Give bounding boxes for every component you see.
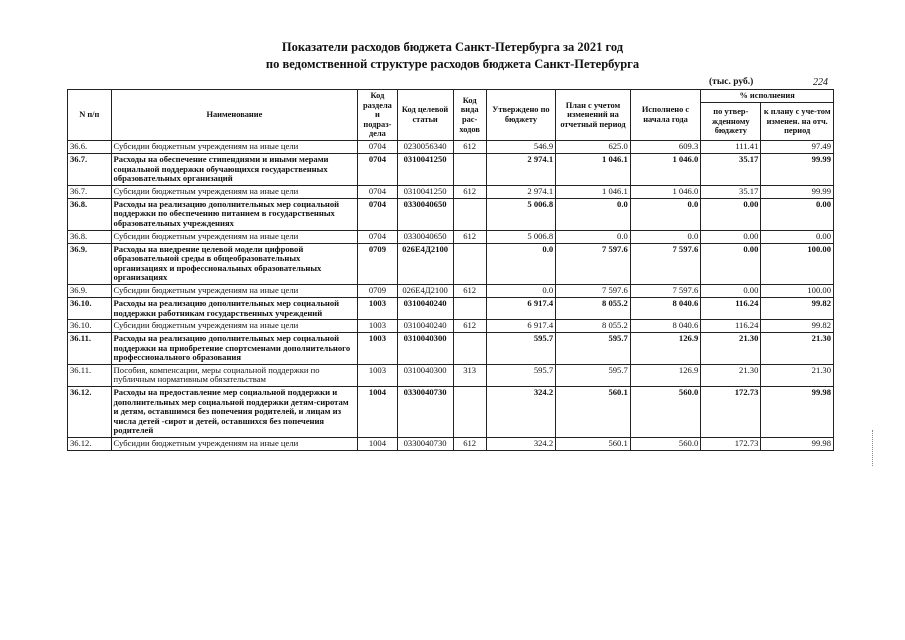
cell-name: Субсидии бюджетным учреждениям на иные цели (111, 320, 358, 333)
cell-executed: 8 040.6 (630, 297, 700, 319)
col-header-approved: Утверждено по бюджету (486, 90, 555, 141)
cell-pct-plan: 99.99 (761, 185, 834, 198)
cell-num: 36.8. (68, 198, 112, 230)
cell-name: Субсидии бюджетным учреждениям на иные цели (111, 140, 358, 153)
cell-target: 0310040300 (397, 333, 453, 365)
cell-approved: 2 974.1 (486, 185, 555, 198)
cell-pct-approved: 21.30 (701, 333, 761, 365)
cell-num: 36.10. (68, 297, 112, 319)
cell-pct-plan: 99.98 (761, 438, 834, 451)
cell-exp-type (453, 243, 486, 284)
cell-section: 0709 (358, 284, 397, 297)
cell-pct-approved: 0.00 (701, 284, 761, 297)
cell-executed: 1 046.0 (630, 185, 700, 198)
cell-pct-plan: 21.30 (761, 333, 834, 365)
col-header-exp-type: Код вида рас-ходов (453, 90, 486, 141)
cell-plan: 595.7 (556, 364, 631, 386)
table-row (68, 297, 834, 319)
cell-target: 0310040300 (397, 364, 453, 386)
cell-plan: 0.0 (556, 198, 631, 230)
table-row (68, 230, 834, 243)
cell-section: 0704 (358, 185, 397, 198)
cell-target: 026Е4Д2100 (397, 284, 453, 297)
cell-approved: 5 006.8 (486, 198, 555, 230)
cell-approved: 6 917.4 (486, 297, 555, 319)
table-body (68, 140, 834, 450)
table-row (68, 364, 834, 386)
cell-target: 0310040240 (397, 297, 453, 319)
cell-name: Субсидии бюджетным учреждениям на иные цели (111, 185, 358, 198)
cell-section: 1003 (358, 364, 397, 386)
cell-num: 36.11. (68, 333, 112, 365)
cell-num: 36.12. (68, 387, 112, 438)
cell-approved: 595.7 (486, 333, 555, 365)
cell-num: 36.8. (68, 230, 112, 243)
table-row (68, 140, 834, 153)
expenditure-table (67, 89, 834, 451)
cell-target: 0230056340 (397, 140, 453, 153)
cell-pct-plan: 0.00 (761, 230, 834, 243)
cell-target: 0310040240 (397, 320, 453, 333)
cell-target: 0310041250 (397, 185, 453, 198)
cell-name: Расходы на обеспечение стипендиями и иными мерами социальной поддержки обучающихся государственных образовательных организаций (111, 153, 358, 185)
cell-name: Расходы на реализацию дополнительных мер социальной поддержки на приобретение спортсменами дополнительного профессионального образования (111, 333, 358, 365)
cell-num: 36.9. (68, 243, 112, 284)
cell-approved: 324.2 (486, 387, 555, 438)
cell-plan: 560.1 (556, 438, 631, 451)
cell-name: Расходы на внедрение целевой модели цифровой образовательной среды в общеобразовательных организациях и профессиональных образовательных организациях (111, 243, 358, 284)
cell-pct-plan: 99.82 (761, 320, 834, 333)
cell-num: 36.10. (68, 320, 112, 333)
table-row (68, 320, 834, 333)
cell-pct-plan: 97.49 (761, 140, 834, 153)
cell-name: Субсидии бюджетным учреждениям на иные цели (111, 284, 358, 297)
col-header-executed: Исполнено с начала года (630, 90, 700, 141)
cell-section: 1004 (358, 387, 397, 438)
cell-num: 36.7. (68, 185, 112, 198)
cell-exp-type: 612 (453, 140, 486, 153)
cell-exp-type: 313 (453, 364, 486, 386)
cell-exp-type: 612 (453, 230, 486, 243)
cell-executed: 7 597.6 (630, 284, 700, 297)
cell-target: 0330040650 (397, 198, 453, 230)
cell-plan: 1 046.1 (556, 153, 631, 185)
cell-pct-approved: 172.73 (701, 387, 761, 438)
cell-target: 0330040650 (397, 230, 453, 243)
cell-section: 0704 (358, 153, 397, 185)
col-header-plan: План с учетом изменений на отчетный период (556, 90, 631, 141)
col-header-name: Наименование (111, 90, 358, 141)
cell-name: Расходы на реализацию дополнительных мер социальной поддержки по обеспечению питанием в государственных образовательных учреждениях (111, 198, 358, 230)
table-row (68, 198, 834, 230)
cell-section: 0704 (358, 230, 397, 243)
cell-name: Расходы на реализацию дополнительных мер социальной поддержки работникам государственных учреждений (111, 297, 358, 319)
cell-pct-plan: 100.00 (761, 284, 834, 297)
cell-executed: 8 040.6 (630, 320, 700, 333)
table-row (68, 153, 834, 185)
cell-exp-type: 612 (453, 438, 486, 451)
cell-plan: 0.0 (556, 230, 631, 243)
cell-plan: 1 046.1 (556, 185, 631, 198)
cell-pct-plan: 99.82 (761, 297, 834, 319)
cell-plan: 8 055.2 (556, 320, 631, 333)
cell-name: Пособия, компенсации, меры социальной поддержки по публичным нормативным обязательствам (111, 364, 358, 386)
cell-section: 0709 (358, 243, 397, 284)
cell-pct-approved: 35.17 (701, 153, 761, 185)
units-label: (тыс. руб.) (709, 77, 754, 87)
cell-pct-approved: 35.17 (701, 185, 761, 198)
cell-exp-type: 612 (453, 284, 486, 297)
cell-exp-type: 612 (453, 185, 486, 198)
cell-approved: 2 974.1 (486, 153, 555, 185)
cell-executed: 560.0 (630, 387, 700, 438)
cell-exp-type (453, 387, 486, 438)
cell-pct-approved: 0.00 (701, 230, 761, 243)
cell-pct-plan: 99.98 (761, 387, 834, 438)
cell-approved: 0.0 (486, 284, 555, 297)
cell-target: 0330040730 (397, 387, 453, 438)
cell-section: 1003 (358, 320, 397, 333)
cell-approved: 6 917.4 (486, 320, 555, 333)
table-row (68, 333, 834, 365)
col-header-target: Код целевой статьи (397, 90, 453, 141)
cell-executed: 1 046.0 (630, 153, 700, 185)
table-row (68, 185, 834, 198)
cell-section: 1004 (358, 438, 397, 451)
table-row (68, 387, 834, 438)
cell-section: 1003 (358, 333, 397, 365)
col-header-percent-group: % исполнения (701, 90, 834, 103)
cell-plan: 560.1 (556, 387, 631, 438)
cell-executed: 0.0 (630, 230, 700, 243)
cell-pct-approved: 172.73 (701, 438, 761, 451)
cell-num: 36.7. (68, 153, 112, 185)
cell-pct-plan: 100.00 (761, 243, 834, 284)
col-header-section: Код раздела и подраз-дела (358, 90, 397, 141)
cell-pct-plan: 0.00 (761, 198, 834, 230)
cell-plan: 625.0 (556, 140, 631, 153)
cell-plan: 8 055.2 (556, 297, 631, 319)
cell-pct-plan: 21.30 (761, 364, 834, 386)
table-row (68, 243, 834, 284)
cell-num: 36.6. (68, 140, 112, 153)
cell-executed: 126.9 (630, 333, 700, 365)
cell-plan: 7 597.6 (556, 284, 631, 297)
cell-exp-type: 612 (453, 320, 486, 333)
cell-pct-approved: 111.41 (701, 140, 761, 153)
cell-section: 1003 (358, 297, 397, 319)
cell-plan: 595.7 (556, 333, 631, 365)
cell-approved: 324.2 (486, 438, 555, 451)
cell-executed: 126.9 (630, 364, 700, 386)
cell-name: Расходы на предоставление мер социальной поддержки и дополнительных мер социальной поддержки детям-сиротам и детям, оставшимся без попечения родителей, и лицам из числа детей -сирот и детей, оставшихся без попечения родителей (111, 387, 358, 438)
cell-section: 0704 (358, 198, 397, 230)
cell-approved: 546.9 (486, 140, 555, 153)
cell-target: 026Е4Д2100 (397, 243, 453, 284)
col-header-pct-plan: к плану с уче-том изменен. на отч. период (761, 103, 834, 141)
col-header-pct-approved: по утвер-жденному бюджету (701, 103, 761, 141)
cell-name: Субсидии бюджетным учреждениям на иные цели (111, 230, 358, 243)
cell-approved: 5 006.8 (486, 230, 555, 243)
cell-target: 0330040730 (397, 438, 453, 451)
cell-exp-type (453, 153, 486, 185)
cell-pct-approved: 0.00 (701, 243, 761, 284)
report-subtitle: по ведомственной структуре расходов бюджета Санкт-Петербурга (265, 57, 640, 71)
cell-pct-approved: 116.24 (701, 297, 761, 319)
cell-name: Субсидии бюджетным учреждениям на иные цели (111, 438, 358, 451)
cell-pct-plan: 99.99 (761, 153, 834, 185)
cell-exp-type (453, 333, 486, 365)
cell-executed: 7 597.6 (630, 243, 700, 284)
cell-plan: 7 597.6 (556, 243, 631, 284)
cell-approved: 595.7 (486, 364, 555, 386)
cell-num: 36.12. (68, 438, 112, 451)
cell-executed: 560.0 (630, 438, 700, 451)
cell-pct-approved: 116.24 (701, 320, 761, 333)
cell-target: 0310041250 (397, 153, 453, 185)
col-header-num: N п/п (68, 90, 112, 141)
table-row (68, 438, 834, 451)
report-title: Показатели расходов бюджета Санкт-Петербурга за 2021 год (281, 40, 624, 54)
page-number: 224 (813, 77, 828, 88)
cell-section: 0704 (358, 140, 397, 153)
margin-mark (872, 430, 874, 466)
cell-pct-approved: 0.00 (701, 198, 761, 230)
cell-approved: 0.0 (486, 243, 555, 284)
cell-pct-approved: 21.30 (701, 364, 761, 386)
cell-executed: 609.3 (630, 140, 700, 153)
cell-num: 36.9. (68, 284, 112, 297)
cell-exp-type (453, 198, 486, 230)
cell-exp-type (453, 297, 486, 319)
cell-executed: 0.0 (630, 198, 700, 230)
cell-num: 36.11. (68, 364, 112, 386)
table-row (68, 284, 834, 297)
